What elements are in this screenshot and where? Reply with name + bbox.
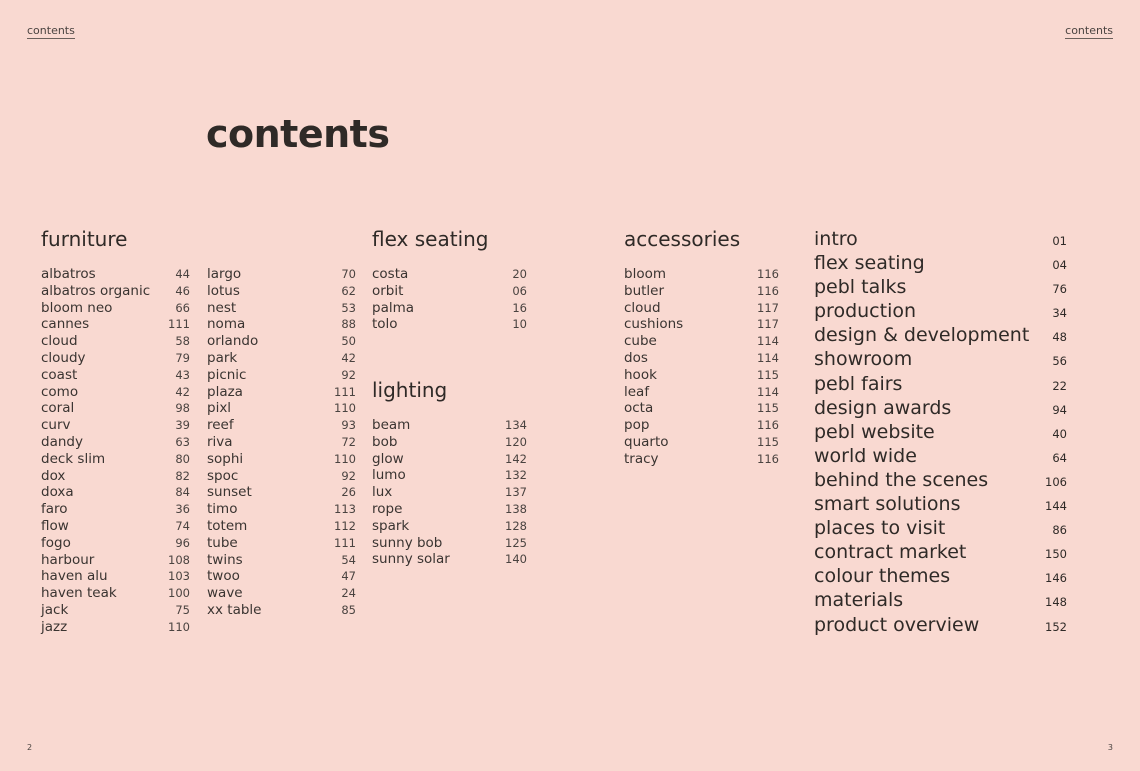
item-page-number: 42 [175,384,190,399]
item-page-number: 111 [334,535,356,550]
chapter-name: colour themes [814,565,951,588]
item-name: plaza [207,383,243,400]
item-page-number: 10 [512,317,527,332]
item-name: spark [372,517,410,534]
item-page-number: 113 [334,502,356,517]
list-item[interactable] [624,400,779,417]
chapter-name: contract market [814,541,967,564]
item-page-number: 24 [341,586,356,601]
chapter-page-number: 152 [1045,619,1067,634]
item-name: rope [372,500,403,517]
flex-seating-heading: flex seating [372,227,489,251]
item-page-number: 93 [341,418,356,433]
item-name: coast [41,366,78,383]
list-item[interactable] [624,283,779,300]
item-page-number: 26 [341,485,356,500]
item-page-number: 66 [175,300,190,315]
chapter-item[interactable] [814,275,1067,299]
list-item[interactable] [207,350,356,367]
item-page-number: 140 [505,552,527,567]
item-name: cube [624,333,657,350]
chapter-item[interactable] [814,588,1067,612]
list-item[interactable] [41,333,190,350]
item-page-number: 110 [168,619,190,634]
accessories-list [624,266,779,468]
item-name: orlando [207,333,259,350]
item-page-number: 36 [175,502,190,517]
chapter-name: product overview [814,613,980,636]
chapter-page-number: 144 [1045,499,1067,514]
furniture-list-col2 [207,266,356,619]
list-item[interactable] [372,467,527,484]
list-item[interactable] [207,316,356,333]
chapter-name: flex seating [814,252,925,275]
chapter-name: places to visit [814,517,946,540]
chapter-page-number: 01 [1052,234,1067,248]
item-page-number: 115 [757,367,779,382]
chapter-item[interactable] [814,372,1067,396]
item-name: leaf [624,383,650,400]
list-item[interactable] [207,266,356,283]
chapter-page-number: 146 [1045,571,1067,586]
item-name: bob [372,433,398,450]
list-item[interactable] [41,619,190,636]
item-name: lux [372,484,393,501]
list-item[interactable] [372,434,527,451]
list-item[interactable] [41,451,190,468]
item-page-number: 114 [757,350,779,365]
header-contents-link-right[interactable]: contents [1065,24,1113,37]
item-page-number: 53 [341,300,356,315]
item-page-number: 92 [341,468,356,483]
item-name: sunny bob [372,534,443,551]
item-page-number: 116 [757,418,779,433]
list-item[interactable] [41,501,190,518]
item-page-number: 96 [175,535,190,550]
item-name: sunset [207,484,252,501]
chapter-item[interactable] [814,323,1067,347]
item-name: noma [207,316,246,333]
chapter-page-number: 64 [1052,450,1067,465]
chapter-name: intro [814,228,858,250]
lighting-heading: lighting [372,378,448,402]
item-page-number: 115 [757,401,779,416]
item-page-number: 80 [175,451,190,466]
chapter-page-number: 22 [1052,378,1067,393]
item-page-number: 88 [341,317,356,332]
item-name: coral [41,400,75,417]
item-page-number: 138 [505,501,527,516]
item-page-number: 46 [175,283,190,298]
item-page-number: 125 [505,535,527,550]
item-name: cushions [624,316,684,333]
item-name: jack [41,601,69,618]
furniture-list-col1 [41,266,190,636]
item-page-number: 117 [757,300,779,315]
item-page-number: 62 [341,283,356,298]
item-page-number: 20 [512,267,527,281]
chapter-page-number: 106 [1045,474,1067,489]
item-name: orbit [372,282,404,299]
list-item[interactable] [41,602,190,619]
item-name: tolo [372,316,398,333]
item-name: haven alu [41,568,108,585]
list-item[interactable] [624,333,779,350]
chapter-item[interactable] [814,227,1067,251]
item-name: twins [207,551,243,568]
chapter-item[interactable] [814,564,1067,588]
list-item[interactable] [41,283,190,300]
page-number-left: 2 [27,743,33,752]
item-page-number: 85 [341,602,356,617]
list-item[interactable] [41,300,190,317]
item-name: beam [372,417,411,433]
chapter-item[interactable] [814,444,1067,468]
list-item[interactable] [372,501,527,518]
item-page-number: 75 [175,602,190,617]
item-page-number: 132 [505,468,527,483]
chapter-item[interactable] [814,468,1067,492]
item-page-number: 72 [341,434,356,449]
item-page-number: 103 [168,569,190,584]
item-name: cloudy [41,349,86,366]
item-page-number: 98 [175,401,190,416]
item-page-number: 39 [175,418,190,433]
chapter-item[interactable] [814,396,1067,420]
list-item[interactable] [372,535,527,552]
chapter-page-number: 34 [1052,306,1067,321]
list-item[interactable] [624,451,779,468]
list-item[interactable] [207,400,356,417]
list-item[interactable] [207,552,356,569]
chapter-name: design & development [814,324,1030,347]
item-page-number: 79 [175,350,190,365]
chapter-name: pebl website [814,420,935,443]
list-item[interactable] [41,367,190,384]
list-item[interactable] [207,535,356,552]
item-name: pop [624,417,650,434]
flex-seating-list [372,266,527,333]
item-page-number: 137 [505,485,527,500]
item-page-number: 50 [341,334,356,349]
list-item[interactable] [624,434,779,451]
chapter-name: pebl fairs [814,372,903,395]
chapter-item[interactable] [814,613,1067,637]
item-page-number: 108 [168,552,190,567]
chapter-page-number: 56 [1052,354,1067,369]
item-name: quarto [624,433,669,450]
list-item[interactable] [41,266,190,283]
item-page-number: 115 [757,434,779,449]
list-item[interactable] [372,283,527,300]
item-page-number: 70 [341,267,356,281]
list-item[interactable] [207,384,356,401]
item-name: jazz [41,618,68,635]
item-name: wave [207,585,243,602]
item-name: fogo [41,534,71,551]
item-name: como [41,383,79,400]
list-item[interactable] [207,434,356,451]
list-item[interactable] [41,434,190,451]
page-number-right: 3 [1107,743,1113,752]
chapter-item[interactable] [814,540,1067,564]
item-page-number: 117 [757,317,779,332]
list-item[interactable] [624,417,779,434]
item-page-number: 54 [341,552,356,567]
chapter-page-number: 76 [1052,282,1067,297]
item-page-number: 43 [175,367,190,382]
item-name: hook [624,366,657,383]
chapter-name: materials [814,589,904,612]
list-item[interactable] [207,602,356,619]
list-item[interactable] [41,518,190,535]
chapter-name: showroom [814,348,913,371]
item-page-number: 110 [334,451,356,466]
item-page-number: 112 [334,518,356,533]
list-item[interactable] [372,266,527,283]
list-item[interactable] [41,350,190,367]
chapter-page-number: 148 [1045,595,1067,610]
chapter-name: world wide [814,444,917,467]
item-page-number: 42 [341,350,356,365]
list-item[interactable] [624,300,779,317]
item-name: pixl [207,400,232,417]
item-name: largo [207,266,242,282]
item-page-number: 142 [505,451,527,466]
item-page-number: 120 [505,434,527,449]
list-item[interactable] [41,552,190,569]
item-name: dos [624,349,648,366]
item-name: costa [372,266,409,282]
item-page-number: 114 [757,384,779,399]
item-page-number: 92 [341,367,356,382]
chapter-page-number: 94 [1052,402,1067,417]
list-item[interactable] [41,400,190,417]
item-name: riva [207,433,233,450]
chapter-name: behind the scenes [814,468,989,491]
list-item[interactable] [207,300,356,317]
list-item[interactable] [207,417,356,434]
list-item[interactable] [207,585,356,602]
list-item[interactable] [41,484,190,501]
item-page-number: 116 [757,283,779,298]
item-name: albatros [41,266,96,282]
item-name: curv [41,417,71,434]
item-name: nest [207,299,237,316]
item-name: cannes [41,316,90,333]
item-name: spoc [207,467,239,484]
item-name: albatros organic [41,282,151,299]
chapter-name: pebl talks [814,276,907,299]
item-name: reef [207,417,234,434]
item-name: picnic [207,366,247,383]
item-page-number: 128 [505,518,527,533]
chapter-page-number: 04 [1052,258,1067,273]
list-item[interactable] [372,551,527,568]
list-item[interactable] [372,316,527,333]
list-item[interactable] [372,417,527,434]
lighting-list [372,417,527,568]
list-item[interactable] [207,451,356,468]
chapter-item[interactable] [814,516,1067,540]
list-item[interactable] [624,384,779,401]
item-name: tube [207,534,238,551]
list-item[interactable] [372,484,527,501]
list-item[interactable] [41,585,190,602]
item-page-number: 58 [175,334,190,349]
list-item[interactable] [41,468,190,485]
item-name: totem [207,517,248,534]
list-item[interactable] [624,350,779,367]
item-name: dox [41,467,66,484]
item-name: lotus [207,282,240,299]
item-name: cloud [624,299,661,316]
item-name: bloom [624,266,666,282]
list-item[interactable] [207,333,356,350]
chapter-page-number: 40 [1052,426,1067,441]
item-page-number: 63 [175,434,190,449]
item-page-number: 110 [334,401,356,416]
list-item[interactable] [207,568,356,585]
item-page-number: 82 [175,468,190,483]
accessories-heading: accessories [624,227,741,251]
chapter-page-number: 150 [1045,547,1067,562]
list-item[interactable] [41,417,190,434]
chapter-name: design awards [814,396,952,419]
list-item[interactable] [372,451,527,468]
item-page-number: 47 [341,569,356,584]
item-name: haven teak [41,585,117,602]
item-name: xx table [207,601,262,618]
chapter-page-number: 48 [1052,330,1067,345]
item-name: flow [41,517,69,534]
chapter-item[interactable] [814,492,1067,516]
chapter-page-number: 86 [1052,523,1067,538]
item-page-number: 06 [512,283,527,298]
item-page-number: 100 [168,586,190,601]
list-item[interactable] [207,367,356,384]
item-page-number: 111 [168,317,190,332]
list-item[interactable] [372,518,527,535]
item-page-number: 84 [175,485,190,500]
item-page-number: 116 [757,451,779,466]
item-name: sophi [207,450,244,467]
furniture-heading: furniture [41,227,128,251]
chapter-item[interactable] [814,420,1067,444]
list-item[interactable] [207,501,356,518]
item-page-number: 114 [757,334,779,349]
list-item[interactable] [41,535,190,552]
item-name: sunny solar [372,551,450,568]
item-name: bloom neo [41,299,113,316]
item-name: butler [624,282,665,299]
item-name: dandy [41,433,83,450]
item-page-number: 16 [512,300,527,315]
item-name: twoo [207,568,240,585]
list-item[interactable] [207,283,356,300]
chapter-item[interactable] [814,347,1067,371]
item-name: palma [372,299,415,316]
item-page-number: 116 [757,267,779,281]
item-page-number: 111 [334,384,356,399]
item-page-number: 74 [175,518,190,533]
item-name: harbour [41,551,95,568]
list-item[interactable] [41,568,190,585]
list-item[interactable] [41,316,190,333]
chapters-list [814,227,1067,637]
item-name: glow [372,450,404,467]
item-name: faro [41,501,68,518]
item-name: deck slim [41,450,106,467]
chapter-name: smart solutions [814,493,961,516]
list-item[interactable] [624,266,779,283]
list-item[interactable] [624,367,779,384]
chapter-item[interactable] [814,299,1067,323]
list-item[interactable] [372,300,527,317]
item-name: tracy [624,450,659,467]
chapter-name: production [814,300,917,323]
list-item[interactable] [41,384,190,401]
list-item[interactable] [207,518,356,535]
page-title: contents [206,112,390,156]
chapter-item[interactable] [814,251,1067,275]
item-name: park [207,349,238,366]
item-name: timo [207,501,238,518]
item-name: doxa [41,484,74,501]
list-item[interactable] [207,484,356,501]
list-item[interactable] [624,316,779,333]
item-name: octa [624,400,654,417]
item-page-number: 134 [505,418,527,432]
item-page-number: 44 [175,267,190,281]
item-name: cloud [41,333,78,350]
item-name: lumo [372,467,406,484]
header-contents-link-left[interactable]: contents [27,24,75,37]
list-item[interactable] [207,468,356,485]
